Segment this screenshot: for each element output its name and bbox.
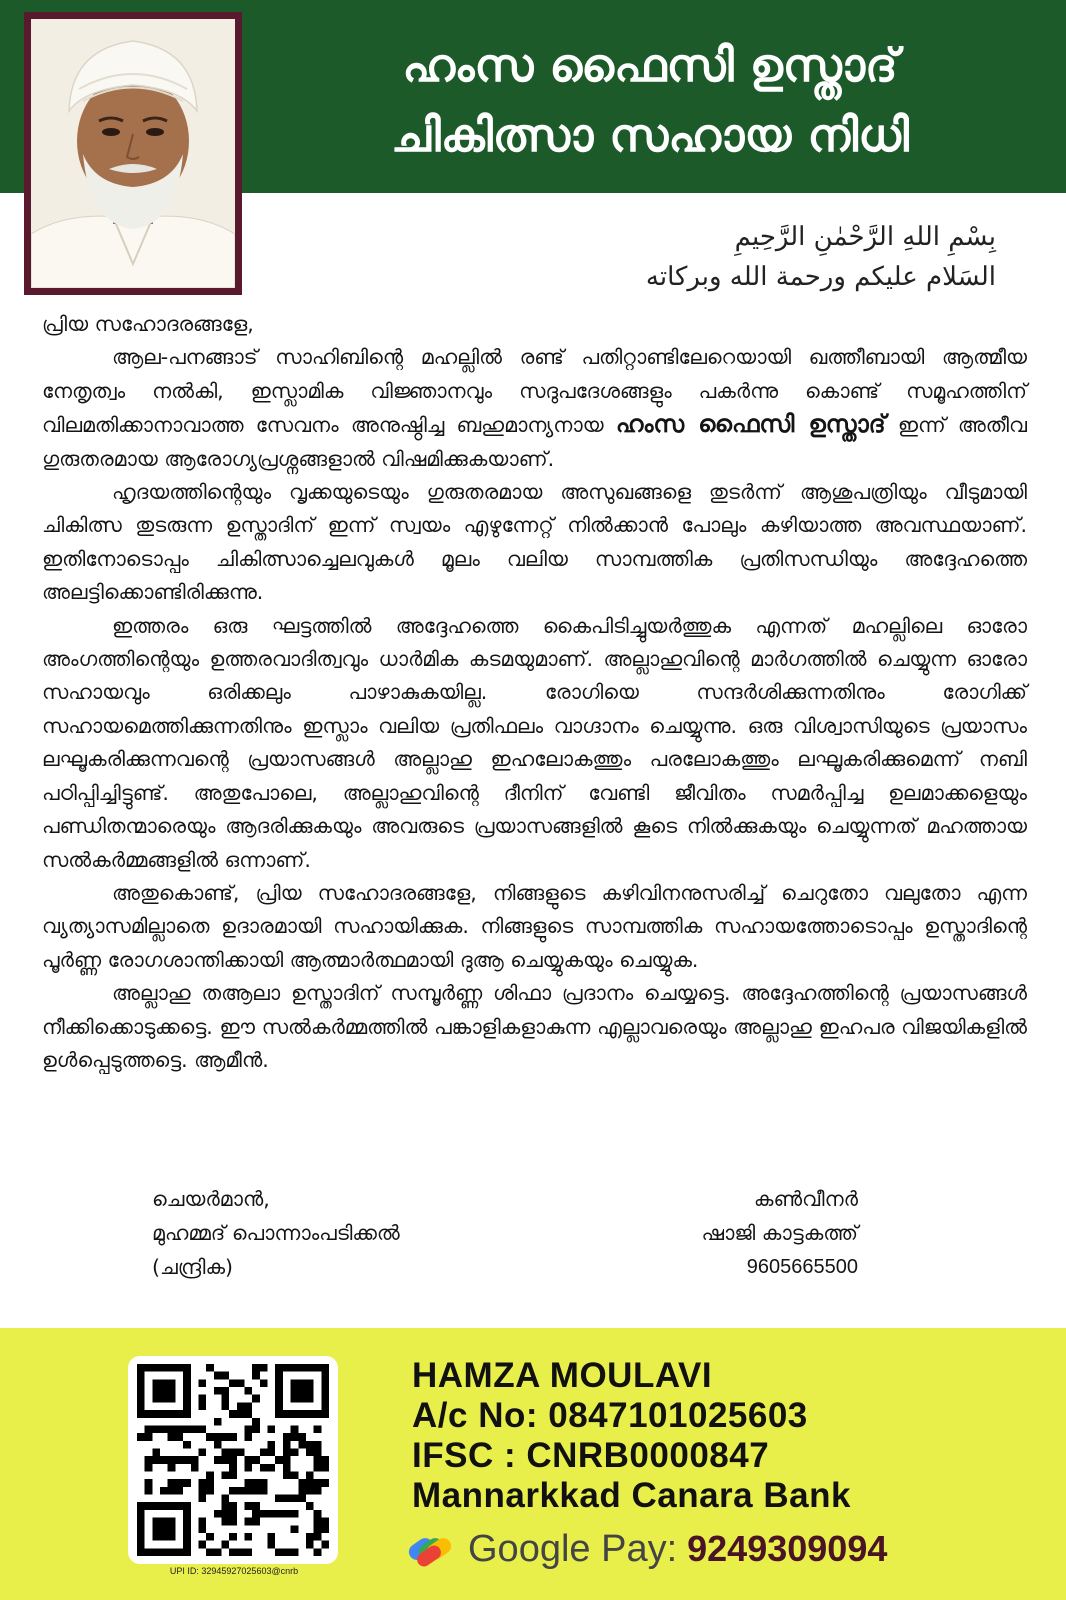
page-title — [250, 30, 1050, 170]
convener-role: കൺവീനർ — [753, 1187, 858, 1211]
salutation: പ്രിയ സഹോദരങ്ങളേ, — [42, 312, 254, 336]
portrait-illustration — [31, 19, 235, 288]
letter-body — [42, 308, 1027, 1077]
account-number: A/c No: 0847101025603 — [412, 1396, 808, 1435]
ifsc-code: IFSC : CNRB0000847 — [412, 1436, 770, 1475]
google-pay-row — [404, 1524, 887, 1574]
paragraph-1 — [42, 341, 1027, 476]
title-line-1: ഹംസ ഫൈസി ഉസ്താദ് — [402, 38, 898, 92]
google-pay-number: 9249309094 — [687, 1528, 888, 1569]
chairman-role: ചെയർമാൻ, — [152, 1187, 270, 1211]
paragraph-4: അതുകൊണ്ട്, പ്രിയ സഹോദരങ്ങളേ, നിങ്ങളുടെ കഴിവിനനുസരിച്ച് ചെറുതോ വലുതോ എന്ന വ്യത്യാസമില്ലാതെ ഉദാരമായി സഹായിക്കുക. നിങ്ങളുടെ സാമ്പത്തിക സഹായത്തോടൊപ്പം ഉസ്താദിന്റെ പൂർണ്ണ രോഗശാന്തിക്കായി ആത്മാർത്ഥമായി ദുആ ചെയ്യുകയും ചെയ്യുക. — [42, 880, 1027, 972]
paragraph-3: ഇത്തരം ഒരു ഘട്ടത്തിൽ അദ്ദേഹത്തെ കൈപിടിച്ചുയർത്തുക എന്നത് മഹല്ലിലെ ഓരോ അംഗത്തിന്റെയും ഉത്തരവാദിത്വവും ധാർമിക കടമയുമാണ്. അല്ലാഹുവിന്റെ മാർഗത്തിൽ ചെയ്യുന്ന ഓരോ സഹായവും ഒരിക്കലും പാഴാകുകയില്ല. രോഗിയെ സന്ദർശിക്കുന്നതിനും രോഗിക്ക് സഹായമെത്തിക്കുന്നതിനും ഇസ്ലാം വലിയ പ്രതിഫലം വാഗ്ദാനം ചെയ്യുന്നു. ഒരു വിശ്വാസിയുടെ പ്രയാസം ലഘൂകരിക്കുന്നവന്റെ പ്രയാസങ്ങൾ അല്ലാഹു ഇഹലോകത്തും പരലോകത്തും ലഘൂകരിക്കുമെന്ന് നബി പഠിപ്പിച്ചിട്ടുണ്ട്. അതുപോലെ, അല്ലാഹുവിന്റെ ദീനിന് വേണ്ടി ജീവിതം സമർപ്പിച്ച ഉലമാക്കളെയും പണ്ഡിതന്മാരെയും ആദരിക്കുകയും അവരുടെ പ്രയാസങ്ങളിൽ കൂടെ നിൽക്കുകയും ചെയ്യുന്നത് മഹത്തായ സൽകർമ്മങ്ങളിൽ ഒന്നാണ്. — [42, 613, 1027, 872]
google-pay-icon — [404, 1527, 460, 1571]
upi-id: UPI ID: 32945927025603@cnrb — [169, 1566, 299, 1576]
paragraph-1-tail: ഇന്ന് അതീവ ഗുരുതരമായ ആരോഗ്യപ്രശ്നങ്ങളാൽ വിഷമിക്കുകയാണ്. — [42, 413, 1027, 471]
bank-branch: Mannarkkad Canara Bank — [412, 1476, 851, 1515]
convener-phone: 9605665500 — [746, 1256, 858, 1278]
chairman-name: മുഹമ്മദ് പൊന്നാംപടിക്കൽ — [152, 1221, 400, 1245]
paragraph-1-text: ആല-പനങ്ങാട് സാഹിബിന്റെ മഹല്ലിൽ രണ്ട് പതിറ്റാണ്ടിലേറെയായി ഖത്തീബായി ആത്മീയ നേതൃത്വം നൽകി, ഇസ്ലാമിക വിജ്ഞാനവും സദുപദേശങ്ങളും പകർന്നു കൊണ്ട് സമൂഹത്തിന് വിലമതിക്കാനാവാത്ത സേവനം അനുഷ്ഠിച്ച ബഹുമാന്യനായ — [42, 345, 1027, 438]
ustad-name: ഹംസ ഫൈസി ഉസ്താദ് — [615, 410, 886, 439]
portrait-frame — [24, 12, 242, 295]
bismillah-text: بِسْمِ اللهِ الرَّحْمٰنِ الرَّحِيمِ — [734, 222, 996, 252]
account-holder: HAMZA MOULAVI — [412, 1356, 713, 1395]
upi-qr-code[interactable] — [128, 1356, 338, 1564]
qr-code-icon — [136, 1364, 330, 1556]
chairman-signature — [152, 1182, 400, 1284]
bank-details — [412, 1356, 851, 1516]
paragraph-5: അല്ലാഹു തആലാ ഉസ്താദിന് സമ്പൂർണ്ണ ശിഫാ പ്രദാനം ചെയ്യട്ടെ. അദ്ദേഹത്തിന്റെ പ്രയാസങ്ങൾ നീക്കിക്കൊടുക്കട്ടെ. ഈ സൽകർമ്മത്തിൽ പങ്കാളികളാകുന്ന എല്ലാവരെയും അല്ലാഹു ഇഹപര വിജയികളിൽ ഉൾപ്പെടുത്തട്ടെ. ആമീൻ. — [42, 981, 1027, 1072]
title-line-2: ചികിത്സാ സഹായ നിധി — [391, 108, 909, 162]
convener-signature — [701, 1182, 858, 1284]
chairman-affiliation: (ചന്ദ്രിക) — [152, 1255, 234, 1279]
portrait-photo — [31, 19, 235, 288]
paragraph-2: ഹൃദയത്തിന്റെയും വൃക്കയുടെയും ഗുരുതരമായ അസുഖങ്ങളെ തുടർന്ന് ആശുപത്രിയും വീടുമായി ചികിത്സ തുടരുന്ന ഉസ്താദിന് ഇന്ന് സ്വയം എഴുന്നേറ്റ് നിൽക്കാൻ പോലും കഴിയാത്ത അവസ്ഥയാണ്. ഇതിനോടൊപ്പം ചികിത്സാച്ചെലവുകൾ മൂലം വലിയ സാമ്പത്തിക പ്രതിസന്ധിയും അദ്ദേഹത്തെ അലട്ടിക്കൊണ്ടിരിക്കുന്നു. — [42, 480, 1027, 605]
convener-name: ഷാജി കാട്ടകത്ത് — [701, 1221, 858, 1245]
salam-text: السَلام عليكم ورحمة الله وبركاته — [645, 262, 996, 292]
payment-section — [0, 1328, 1066, 1600]
google-pay-label: Google Pay: — [468, 1527, 678, 1570]
